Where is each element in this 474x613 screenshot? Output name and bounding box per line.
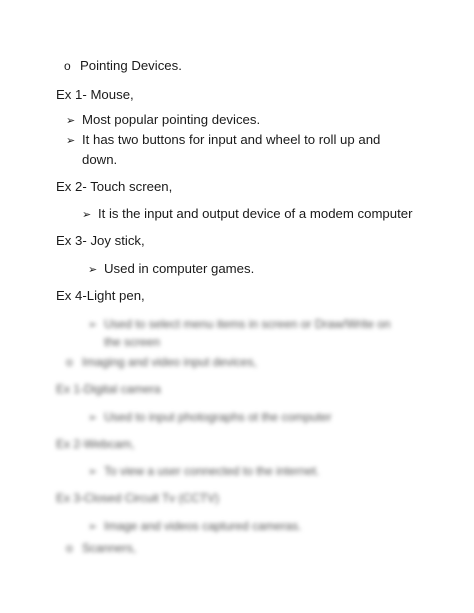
- bullet-text: Used to select menu items in screen or Draw/Write on: [104, 317, 391, 331]
- arrow-bullet-icon: ➢: [82, 209, 92, 221]
- arrow-bullet-line: [82, 206, 413, 223]
- arrow-bullet-line: [88, 409, 331, 426]
- example-heading: Ex 1- Mouse,: [56, 87, 134, 102]
- bullet-text: To view a user connected to the internet.: [104, 464, 320, 478]
- sub-bullet-line: [64, 58, 182, 74]
- section-heading: Scanners,: [82, 541, 137, 555]
- arrow-bullet-icon: ➢: [88, 412, 98, 424]
- arrow-bullet-line: [88, 463, 319, 480]
- circle-bullet-icon: o: [66, 541, 73, 555]
- sub-bullet-line: [66, 354, 257, 370]
- example-heading: Ex 3-Closed Circuit Tv (CCTV): [56, 491, 220, 505]
- bullet-text: Image and videos captured cameras.: [104, 519, 302, 533]
- arrow-bullet-line: [88, 316, 391, 333]
- example-heading: Ex 2- Touch screen,: [56, 179, 173, 194]
- bullet-text: Most popular pointing devices.: [82, 112, 261, 127]
- bullet-text: Used to input photographs ot the computer: [104, 410, 332, 424]
- example-heading: Ex 4-Light pen,: [56, 288, 145, 303]
- arrow-bullet-icon: ➢: [88, 319, 98, 331]
- circle-bullet-icon: o: [64, 59, 71, 73]
- bullet-text: It is the input and output device of a modem computer: [98, 206, 413, 221]
- arrow-bullet-icon: ➢: [66, 135, 76, 147]
- arrow-bullet-line: [88, 518, 301, 535]
- example-heading: Ex 3- Joy stick,: [56, 233, 145, 248]
- bullet-continuation: down.: [82, 152, 118, 167]
- example-heading: Ex 2-Webcam,: [56, 437, 135, 451]
- arrow-bullet-icon: ➢: [88, 264, 98, 276]
- arrow-bullet-line: [66, 132, 380, 149]
- bullet-text: It has two buttons for input and wheel to roll up and: [82, 132, 381, 147]
- arrow-bullet-icon: ➢: [88, 521, 98, 533]
- bullet-text: Used in computer games.: [104, 261, 255, 276]
- arrow-bullet-line: [66, 112, 260, 129]
- circle-bullet-icon: o: [66, 355, 73, 369]
- arrow-bullet-icon: ➢: [88, 466, 98, 478]
- bullet-continuation: the screen: [104, 335, 161, 349]
- arrow-bullet-line: [88, 261, 254, 278]
- section-heading: Pointing Devices.: [80, 58, 182, 73]
- section-heading: Imaging and video input devices,: [82, 355, 257, 369]
- example-heading: Ex 1-Digital camera: [56, 382, 161, 396]
- sub-bullet-line: [66, 540, 136, 556]
- arrow-bullet-icon: ➢: [66, 115, 76, 127]
